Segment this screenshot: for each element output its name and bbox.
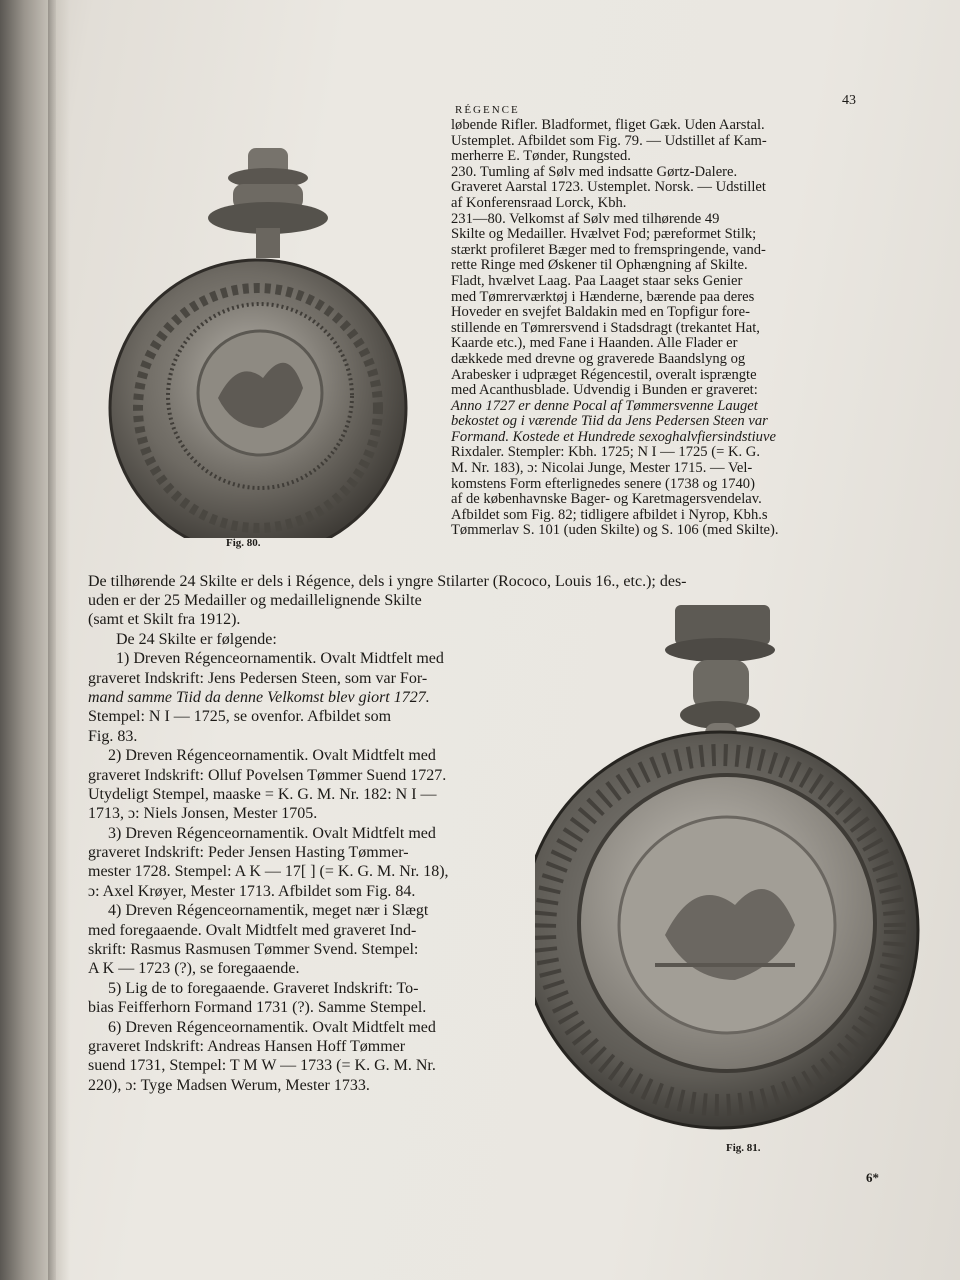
text-line: Skilte og Medailler. Hvælvet Fod; pæreformet Stilk; [451, 226, 757, 243]
page-number: 43 [842, 93, 856, 108]
right-column-text [451, 118, 779, 539]
text-line: De 24 Skilte er følgende: [116, 630, 277, 648]
text-line: Afbildet som Fig. 82; tidligere afbildet i Nyrop, Kbh.s [451, 506, 768, 523]
figure-80-caption: Fig. 80. [226, 537, 261, 549]
text-line: 231—80. Velkomst af Sølv med tilhørende 49 [451, 210, 720, 227]
text-line: Hoveder en svejfet Baldakin med en Topfigur fore- [451, 304, 750, 321]
text-line: Utydeligt Stempel, maaske = K. G. M. Nr. 182: N I — [88, 785, 437, 803]
text-line: skrift: Rasmus Rasmusen Tømmer Svend. Stempel: [88, 941, 419, 959]
text-line: Kaarde etc.), med Fane i Haanden. Alle Flader er [451, 335, 738, 352]
text-line: stærkt profileret Bæger med to fremspringende, vand- [451, 241, 766, 258]
text-line: Ustemplet. Afbildet som Fig. 79. — Udstillet af Kam- [451, 132, 767, 149]
text-line: Fladt, hvælvet Laag. Paa Laaget staar seks Genier [451, 272, 743, 289]
text-line: graveret Indskrift: Peder Jensen Hasting Tømmer- [88, 844, 409, 862]
text-line: (samt et Skilt fra 1912). [88, 611, 241, 629]
text-line: bias Feifferhorn Formand 1731 (?). Samme Stempel. [88, 999, 427, 1017]
text-line: med foregaaende. Ovalt Midtfelt med graveret Ind- [88, 921, 417, 939]
text-line: 5) Lig de to foregaaende. Graveret Indskrift: To- [108, 979, 419, 997]
figure-81-caption: Fig. 81. [726, 1142, 761, 1154]
text-line: 230. Tumling af Sølv med indsatte Gørtz-Dalere. [451, 163, 738, 180]
figure-80-plate [108, 148, 418, 538]
text-line: 4) Dreven Régenceornamentik, meget nær i Slægt [108, 902, 429, 920]
text-line: Formand. Kostede et Hundrede sexoghalvfiersindstiuve [451, 428, 776, 445]
text-line: ɔ: Axel Krøyer, Mester 1713. Afbildet som Fig. 84. [88, 882, 416, 900]
text-line: bekostet og i værende Tiid da Jens Pedersen Steen var [451, 413, 768, 430]
full-width-text [88, 572, 687, 591]
text-line: Anno 1727 er denne Pocal af Tømmersvenne Lauget [451, 397, 758, 414]
text-line: mand samme Tiid da denne Velkomst blev giort 1727. [88, 688, 430, 706]
text-line: 3) Dreven Régenceornamentik. Ovalt Midtfelt med [108, 824, 436, 842]
signature-mark: 6* [866, 1170, 879, 1185]
text-line: 2) Dreven Régenceornamentik. Ovalt Midtfelt med [108, 747, 436, 765]
text-line: Rixdaler. Stempler: Kbh. 1725; N I — 1725 (= K. G. [451, 444, 760, 461]
text-line: 220), ɔ: Tyge Madsen Werum, Mester 1733. [88, 1076, 370, 1094]
text-line: med Tømrerværktøj i Hænderne, bærende paa deres [451, 288, 755, 305]
text-line: 1) Dreven Régenceornamentik. Ovalt Midtfelt med [116, 650, 444, 668]
text-line: graveret Indskrift: Andreas Hansen Hoff Tømmer [88, 1037, 406, 1055]
text-line: komstens Form efterlignedes senere (1738 og 1740) [451, 475, 755, 492]
text-line: Graveret Aarstal 1723. Ustemplet. Norsk. — Udstillet [451, 179, 766, 196]
text-line: A K — 1723 (?), se foregaaende. [88, 960, 300, 978]
text-line: graveret Indskrift: Olluf Povelsen Tømmer Suend 1727. [88, 766, 447, 784]
text-line: merherre E. Tønder, Rungsted. [451, 148, 631, 165]
figure-81-plate [535, 605, 945, 1135]
text-line: løbende Rifler. Bladformet, fliget Gæk. Uden Aarstal. [451, 117, 765, 133]
text-line: Arabesker i udpræget Régencestil, overalt isprængte [451, 366, 757, 383]
text-line: stillende en Tømrersvend i Stadsdragt (trekantet Hat, [451, 319, 760, 336]
text-line: rette Ringe med Øskener til Ophængning af Skilte. [451, 257, 748, 274]
running-head: RÉGENCE [455, 104, 520, 116]
left-column-text [88, 591, 449, 1095]
text-line: Stempel: N I — 1725, se ovenfor. Afbildet som [88, 708, 392, 726]
text-line: dækkede med drevne og graverede Baandslyng og [451, 350, 746, 367]
text-line: 1713, ɔ: Niels Jonsen, Mester 1705. [88, 805, 318, 823]
text-line: af Konferensraad Lorck, Kbh. [451, 194, 627, 211]
text-line: Fig. 83. [88, 727, 138, 745]
text-line: suend 1731, Stempel: T M W — 1733 (= K. G. M. Nr. [88, 1057, 436, 1075]
text-line: De tilhørende 24 Skilte er dels i Régence, dels i yngre Stilarter (Rococo, Louis 16., etc.); des- [88, 573, 687, 590]
text-line: M. Nr. 183), ɔ: Nicolai Junge, Mester 1715. — Vel- [451, 460, 753, 477]
text-line: 6) Dreven Régenceornamentik. Ovalt Midtfelt med [108, 1018, 436, 1036]
text-line: mester 1728. Stempel: A K — 17[ ] (= K. G. M. Nr. 18), [88, 863, 449, 881]
page-edge [48, 0, 56, 1280]
text-line: graveret Indskrift: Jens Pedersen Steen, som var For- [88, 669, 428, 687]
text-line: uden er der 25 Medailler og medaillelignende Skilte [88, 592, 422, 609]
book-gutter [0, 0, 70, 1280]
text-line: af de københavnske Bager- og Karetmagersvendelav. [451, 491, 762, 508]
text-line: Tømmerlav S. 101 (uden Skilte) og S. 106 (med Skilte). [451, 522, 779, 539]
text-line: med Acanthusblade. Udvendig i Bunden er graveret: [451, 382, 758, 399]
